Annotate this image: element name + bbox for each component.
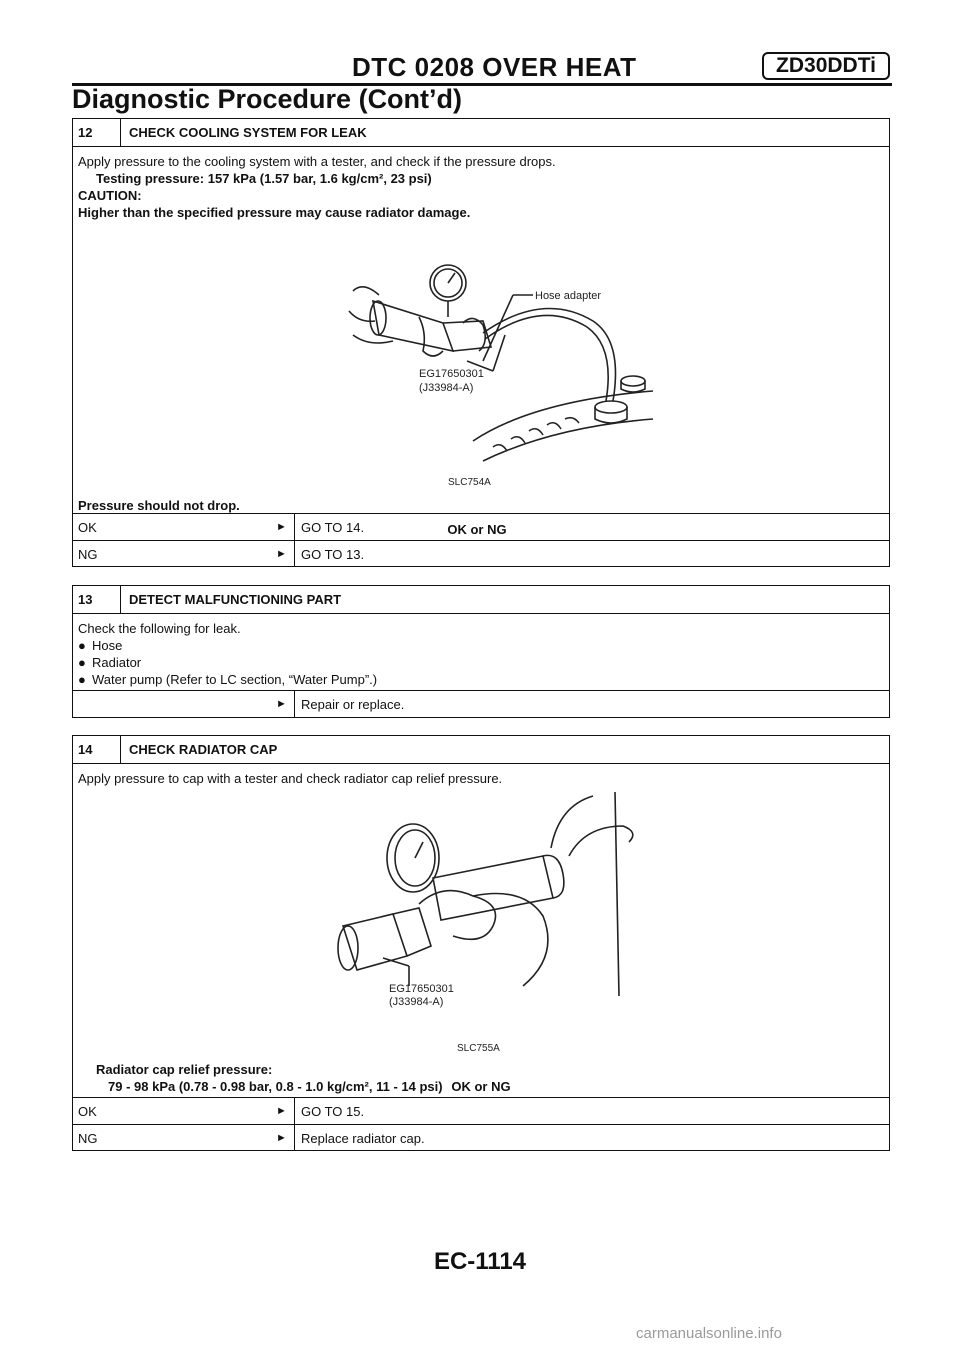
step-13-body <box>73 614 889 690</box>
step-14-box <box>72 735 890 1151</box>
step-13-box <box>72 585 890 718</box>
step-12-instruction: Apply pressure to the cooling system with a tester, and check if the pressure drops. <box>78 154 556 169</box>
figure-2-tool-code: (J33984-A) <box>389 996 444 1008</box>
step-13-result <box>73 690 889 717</box>
result-action: GO TO 14. <box>301 519 365 535</box>
step-12-caution-text: Higher than the specified pressure may cause radiator damage. <box>78 205 471 220</box>
step-12-result-ok <box>73 513 889 540</box>
step-13-title: DETECT MALFUNCTIONING PART <box>129 592 342 607</box>
step-14-result-ok <box>73 1097 889 1124</box>
bullet-icon: ● <box>78 638 86 653</box>
step-12-result-note: Pressure should not drop. <box>78 498 240 513</box>
figure-1-code: SLC754A <box>448 477 491 488</box>
result-action: GO TO 15. <box>301 1103 365 1119</box>
step-12-header <box>73 119 889 147</box>
result-label: OK <box>78 1103 97 1119</box>
figure-1-tool-code: (J33984-A) <box>419 382 474 394</box>
section-title: DTC 0208 OVER HEAT <box>352 52 637 82</box>
bullet-icon: ● <box>78 672 86 687</box>
result-action: Replace radiator cap. <box>301 1130 425 1146</box>
arrow-right-icon: ► <box>269 1098 295 1124</box>
list-item: ● Hose <box>78 638 123 653</box>
list-item: ● Water pump (Refer to LC section, “Water Pump”.) <box>78 672 378 687</box>
step-14-header <box>73 736 889 764</box>
step-12-result-ng <box>73 540 889 567</box>
step-12-okng: OK or NG <box>447 522 507 537</box>
figure-2-code: SLC755A <box>457 1043 500 1054</box>
step-14-number: 14 <box>73 736 121 763</box>
result-label: NG <box>78 1130 98 1146</box>
model-badge: ZD30DDTi <box>762 52 890 80</box>
step-14-spec-label: Radiator cap relief pressure: <box>96 1062 273 1077</box>
step-14-result-ng <box>73 1124 889 1151</box>
list-item: ● Radiator <box>78 655 142 670</box>
arrow-right-icon: ► <box>269 514 295 540</box>
step-13-header <box>73 586 889 614</box>
page-subtitle: Diagnostic Procedure (Cont’d) <box>72 84 463 114</box>
result-action: Repair or replace. <box>301 696 405 712</box>
result-label: OK <box>78 519 97 535</box>
result-label: NG <box>78 546 98 562</box>
step-12-number: 12 <box>73 119 121 146</box>
step-12-caution-label: CAUTION: <box>78 188 142 203</box>
step-13-instruction: Check the following for leak. <box>78 621 241 636</box>
step-14-okng: OK or NG <box>451 1079 511 1094</box>
step-14-body <box>73 764 889 1104</box>
figure-1-hose-label: Hose adapter <box>535 290 602 302</box>
step-14-spec-value: 79 - 98 kPa (0.78 - 0.98 bar, 0.8 - 1.0 kg/cm², 11 - 14 psi) <box>108 1079 443 1094</box>
result-action: GO TO 13. <box>301 546 365 562</box>
step-14-title: CHECK RADIATOR CAP <box>129 742 278 757</box>
radiator-cap-tester-illustration <box>323 786 643 1008</box>
page-number: EC-1114 <box>433 1248 527 1275</box>
arrow-right-icon: ► <box>269 541 295 567</box>
step-13-number: 13 <box>73 586 121 613</box>
step-12-testing-pressure: Testing pressure: 157 kPa (1.57 bar, 1.6 kg/cm², 23 psi) <box>96 171 432 186</box>
step-12-title: CHECK COOLING SYSTEM FOR LEAK <box>129 125 367 140</box>
arrow-right-icon: ► <box>269 691 295 717</box>
step-14-instruction: Apply pressure to cap with a tester and check radiator cap relief pressure. <box>78 771 503 786</box>
arrow-right-icon: ► <box>269 1125 295 1151</box>
watermark: carmanualsonline.info <box>636 1325 782 1342</box>
step-12-box <box>72 118 890 567</box>
pressure-tester-illustration <box>333 251 653 461</box>
figure-2-tool-label: EG17650301 <box>389 983 454 995</box>
bullet-icon: ● <box>78 655 86 670</box>
figure-1-tool-label: EG17650301 <box>419 368 484 380</box>
